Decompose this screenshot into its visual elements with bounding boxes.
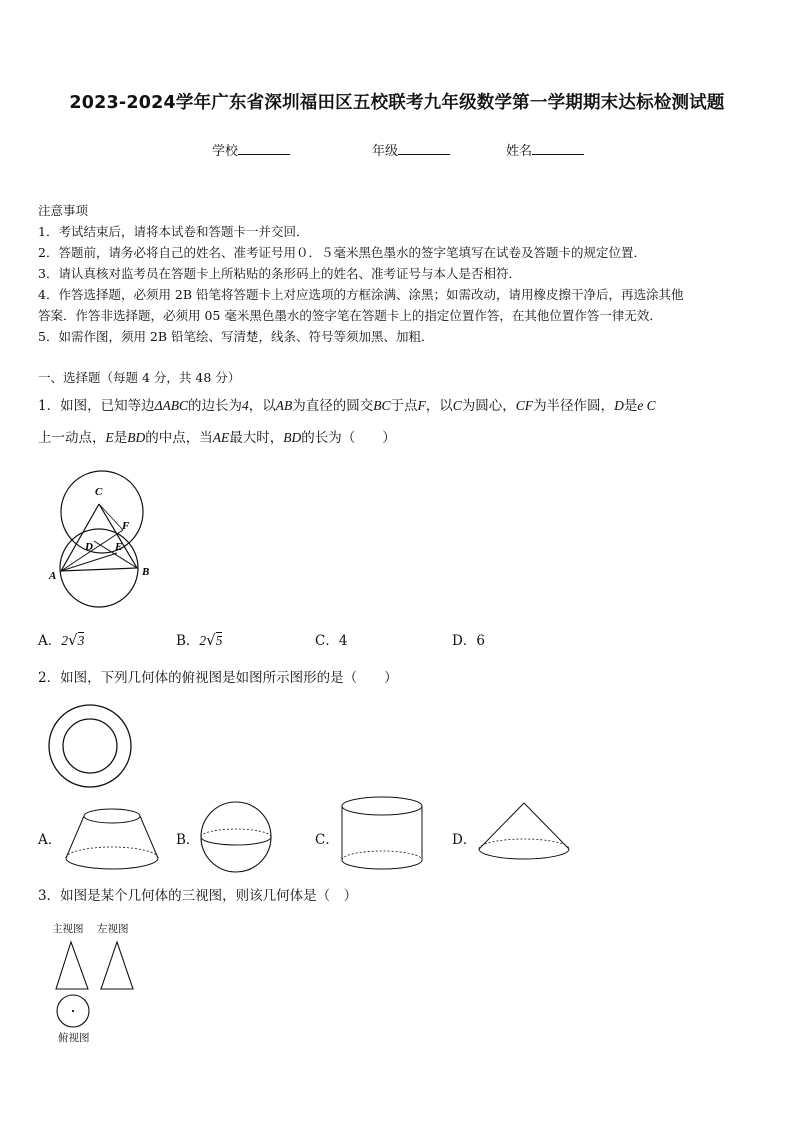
option-radicand: 5 — [215, 633, 223, 648]
cylinder-figure[interactable] — [338, 794, 426, 874]
q2-option-b-label[interactable]: B． — [176, 832, 200, 848]
notice-heading: 注意事项 — [38, 203, 89, 218]
segment-cf — [99, 504, 123, 530]
q1-text: ，以 — [248, 398, 276, 414]
notice-item: 答案．作答非选择题，必须用 05 毫米黑色墨水的签字笔在答题卡上的指定位置作答，在其他位置作答一律无效． — [38, 308, 662, 323]
section-heading: 一、选择题（每题 4 分，共 48 分） — [38, 370, 241, 385]
q1-math: e C — [637, 398, 656, 413]
label-b: B — [142, 566, 150, 578]
q1-option-c[interactable] — [315, 629, 347, 649]
cone-side — [479, 803, 524, 849]
option-letter: C． — [315, 633, 339, 649]
grade-blank — [398, 142, 450, 155]
notice-item: 4．作答选择题，必须用 2B 铅笔将答题卡上对应选项的方框涂满、涂黑；如需改动，请用橡皮擦干净后，再选涂其他 — [38, 287, 684, 302]
q1-text: 最大时， — [229, 430, 284, 446]
sphere-figure[interactable] — [198, 800, 278, 876]
inner-circle — [63, 719, 117, 773]
option-value: 6 — [476, 633, 485, 649]
sphere-equator-front — [201, 837, 271, 845]
left-view-triangle — [101, 942, 133, 989]
page-title: 2023-2024学年广东省深圳福田区五校联考九年级数学第一学期期末达标检测试题 — [69, 93, 725, 113]
option-coef: 2 — [199, 633, 207, 648]
frustum-bottom-front — [66, 858, 158, 869]
label-c: C — [95, 486, 103, 498]
q1-math: BD — [127, 430, 146, 445]
cone-figure[interactable] — [476, 800, 572, 866]
q1-text: 于点 — [390, 398, 418, 414]
grade-label: 年级 — [372, 144, 399, 159]
q1-text: 是 — [113, 430, 128, 446]
option-value: 4 — [338, 633, 348, 649]
frustum-bottom-back — [66, 847, 158, 858]
outer-circle — [49, 705, 131, 787]
circle-c — [61, 471, 143, 553]
option-coef: 2 — [61, 633, 68, 648]
option-letter: B． — [176, 633, 200, 649]
cone-base-front — [479, 849, 569, 859]
cylinder-top — [342, 797, 422, 815]
label-e: E — [115, 541, 123, 553]
q1-text: 的中点，当 — [145, 430, 213, 446]
q3-text: 3．如图是某个几何体的三视图，则该几何体是（ ） — [38, 888, 358, 904]
q1-math: AE — [212, 430, 230, 445]
front-view-triangle — [56, 942, 88, 989]
q1-math: F — [417, 398, 426, 413]
sqrt-sign: √ — [206, 631, 216, 649]
q2-text: 2．如图，下列几何体的俯视图是如图所示图形的是（ ） — [38, 670, 398, 686]
left-view-label: 左视图 — [97, 923, 129, 935]
q1-text: 是 — [623, 398, 638, 414]
school-field — [212, 140, 290, 159]
q1-text: 的长为（ ） — [301, 430, 396, 446]
top-view-label: 俯视图 — [58, 1032, 90, 1044]
q1-text: 的边长为 — [188, 398, 243, 414]
q1-math: CF — [515, 398, 534, 413]
frustum-side — [66, 816, 84, 858]
label-d: D — [85, 541, 93, 553]
cone-side — [524, 803, 569, 849]
q1-math: E — [105, 430, 114, 445]
q1-text: 为直径的圆交 — [292, 398, 374, 414]
q2-option-c-label[interactable]: C． — [315, 832, 339, 848]
notice-item: 3．请认真核对监考员在答题卡上所粘贴的条形码上的姓名、准考证号与本人是否相符． — [38, 266, 521, 281]
option-radicand: 3 — [77, 633, 85, 648]
q1-math: 4 — [242, 398, 249, 413]
notice-block — [38, 200, 768, 347]
three-view-figure — [52, 938, 142, 1036]
sphere-equator-back — [201, 829, 271, 837]
notice-item: 5．如需作图，须用 2B 铅笔绘、写清楚，线条、符号等须加黑、加粗． — [38, 329, 434, 344]
school-blank — [238, 142, 290, 155]
q1-math: BD — [283, 430, 302, 445]
label-a: A — [49, 570, 57, 582]
top-view-center-dot — [72, 1010, 74, 1012]
q1-math: C — [452, 398, 462, 413]
cylinder-bottom-back — [342, 851, 422, 860]
q1-line1 — [38, 394, 656, 414]
option-letter: A． — [38, 633, 62, 649]
sqrt-sign: √ — [68, 631, 78, 649]
grade-field — [372, 140, 450, 159]
q2-top-view-figure — [44, 700, 136, 792]
front-view-label: 主视图 — [52, 923, 84, 935]
q1-math: ΔABC — [154, 398, 189, 413]
q1-text: 1．如图，已知等边 — [38, 398, 155, 414]
name-field — [506, 140, 584, 159]
q1-math: AB — [275, 398, 293, 413]
name-label: 姓名 — [506, 144, 533, 159]
q1-math: D — [614, 398, 624, 413]
name-blank — [532, 142, 584, 155]
q2-option-d-label[interactable]: D． — [452, 832, 477, 848]
school-label: 学校 — [212, 144, 239, 159]
q1-text: ，以 — [425, 398, 453, 414]
q1-option-a[interactable] — [38, 629, 84, 649]
sphere-outline — [201, 802, 271, 872]
q1-text: 为半径作圆， — [533, 398, 615, 414]
q1-option-d[interactable] — [452, 629, 485, 649]
notice-item: 1．考试结束后，请将本试卷和答题卡一并交回． — [38, 224, 309, 239]
q1-math: BC — [373, 398, 391, 413]
q1-text: 上一动点， — [38, 430, 106, 446]
cylinder-bottom-front — [342, 860, 422, 869]
frustum-top — [84, 809, 140, 823]
notice-item: 2．答题前，请务必将自己的姓名、准考证号用０．５毫米黑色墨水的签字笔填写在试卷及答题卡的规定位置． — [38, 245, 646, 260]
q1-text: 为圆心， — [461, 398, 516, 414]
cone-base-back — [479, 839, 569, 849]
q1-option-b[interactable] — [176, 629, 222, 649]
option-letter: D． — [452, 633, 477, 649]
q2-option-a-label[interactable]: A． — [38, 832, 62, 848]
label-f: F — [122, 520, 130, 532]
q1-line2 — [38, 426, 396, 446]
frustum-figure[interactable] — [62, 804, 162, 874]
q1-geometry-figure — [44, 458, 164, 613]
frustum-side — [140, 816, 158, 858]
